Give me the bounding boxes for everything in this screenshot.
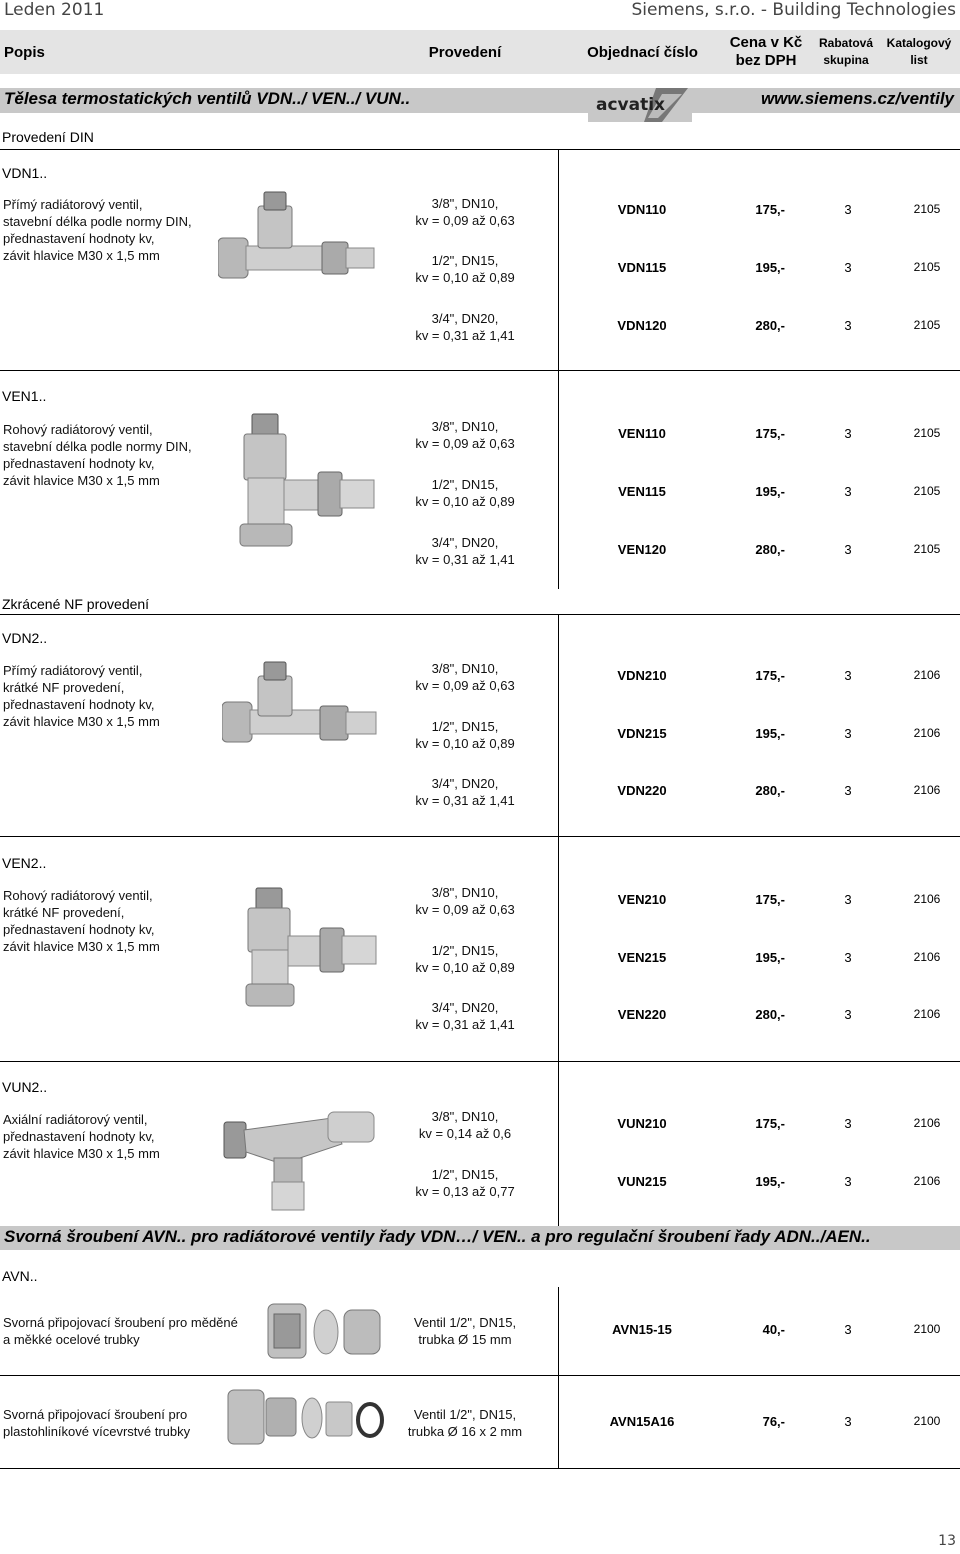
- header-katalog: [880, 30, 958, 74]
- spec-size: 3/8", DN10,: [431, 885, 499, 900]
- rabat-group: 3: [844, 1414, 852, 1429]
- spec-size: Ventil 1/2", DN15,: [413, 1315, 517, 1330]
- product-group-bar: [0, 88, 960, 113]
- spec-size: 1/2", DN15,: [431, 719, 499, 734]
- description-line: přednastavení hodnoty kv,: [3, 697, 155, 712]
- description-line: Přímý radiátorový ventil,: [3, 197, 143, 212]
- spec-kv: kv = 0,10 až 0,89: [415, 494, 515, 509]
- rabat-group: 3: [844, 1322, 852, 1337]
- avn-banner: [0, 1226, 960, 1250]
- spec-cell: [390, 534, 540, 568]
- product-description: [3, 421, 192, 489]
- spec-kv: kv = 0,31 až 1,41: [415, 793, 515, 808]
- rabat-group: 3: [844, 542, 852, 557]
- spec-cell: [390, 1166, 540, 1200]
- avn-banner-title: Svorná šroubení AVN.. pro radiátorové ventily řady VDN…/ VEN.. a pro regulační šroubení řady ADN../AEN..: [4, 1227, 871, 1246]
- spec-size: Ventil 1/2", DN15,: [413, 1407, 517, 1422]
- description-line: stavební délka podle normy DIN,: [3, 214, 192, 229]
- rabat-group: 3: [844, 1007, 852, 1022]
- spec-cell: [390, 999, 540, 1033]
- spec-kv: kv = 0,14 až 0,6: [418, 1126, 512, 1141]
- table-header: [0, 30, 960, 76]
- page-number: 13: [938, 1533, 956, 1549]
- spec-size: 3/8", DN10,: [431, 1109, 499, 1124]
- description-line: závit hlavice M30 x 1,5 mm: [3, 473, 160, 488]
- order-code: AVN15A16: [609, 1414, 675, 1429]
- order-code: VDN215: [617, 726, 667, 741]
- catalog-sheet: 2105: [913, 260, 941, 274]
- spec-size: 3/4", DN20,: [431, 535, 499, 550]
- spec-cell: [390, 775, 540, 809]
- catalog-sheet: 2100: [913, 1414, 941, 1428]
- section-din: Provedení DIN: [2, 129, 94, 145]
- spec-kv: kv = 0,10 až 0,89: [415, 960, 515, 975]
- price: 175,-: [755, 426, 785, 441]
- header-popis: Popis: [4, 43, 45, 61]
- spec-cell: [390, 660, 540, 694]
- spec-size: 1/2", DN15,: [431, 477, 499, 492]
- header-cena-line1: Cena v Kč: [729, 34, 803, 51]
- header-rabat-line1: Rabatová: [818, 36, 874, 50]
- product-description: [3, 662, 160, 730]
- price: 195,-: [755, 1174, 785, 1189]
- description-line: přednastavení hodnoty kv,: [3, 456, 155, 471]
- logo-text: acvatix: [596, 95, 666, 115]
- description-line: přednastavení hodnoty kv,: [3, 1129, 155, 1144]
- price: 195,-: [755, 726, 785, 741]
- spec-size: 1/2", DN15,: [431, 943, 499, 958]
- angle-valve-image: [228, 410, 378, 550]
- spec-kv: kv = 0,31 až 1,41: [415, 328, 515, 343]
- divider: [0, 1061, 960, 1062]
- rabat-group: 3: [844, 668, 852, 683]
- section-nf: Zkrácené NF provedení: [2, 596, 150, 612]
- divider: [0, 149, 960, 150]
- spec-size: 3/8", DN10,: [431, 196, 499, 211]
- column-divider: [558, 1287, 559, 1375]
- order-code: VUN210: [617, 1116, 667, 1131]
- spec-kv: kv = 0,09 až 0,63: [415, 678, 515, 693]
- order-code: VEN120: [617, 542, 667, 557]
- divider: [0, 614, 960, 615]
- rabat-group: 3: [844, 783, 852, 798]
- family-label: VDN1..: [2, 165, 48, 181]
- family-label: AVN..: [2, 1268, 38, 1284]
- header-provedeni: Provedení: [428, 43, 502, 61]
- price: 175,-: [755, 1116, 785, 1131]
- header-cena: [718, 30, 814, 74]
- catalog-sheet: 2106: [913, 668, 941, 682]
- column-divider: [558, 1062, 559, 1226]
- spec-tube: trubka Ø 16 x 2 mm: [407, 1424, 523, 1439]
- description-line: závit hlavice M30 x 1,5 mm: [3, 248, 160, 263]
- description-line: Přímý radiátorový ventil,: [3, 663, 143, 678]
- spec-kv: kv = 0,10 až 0,89: [415, 270, 515, 285]
- description-line: přednastavení hodnoty kv,: [3, 922, 155, 937]
- column-divider: [558, 371, 559, 589]
- rabat-group: 3: [844, 892, 852, 907]
- rabat-group: 3: [844, 484, 852, 499]
- description-line: Rohový radiátorový ventil,: [3, 888, 153, 903]
- spec-cell: [390, 1108, 540, 1142]
- order-code: VDN110: [617, 202, 667, 217]
- column-divider: [558, 1376, 559, 1468]
- family-label: VUN2..: [2, 1079, 48, 1095]
- catalog-sheet: 2106: [913, 783, 941, 797]
- description-line: Svorná připojovací šroubení pro: [3, 1407, 188, 1422]
- catalog-sheet: 2105: [913, 318, 941, 332]
- catalog-sheet: 2105: [913, 426, 941, 440]
- spec-cell: [390, 942, 540, 976]
- straight-valve-nf-image: [222, 660, 382, 770]
- rabat-group: 3: [844, 260, 852, 275]
- angle-valve-nf-image: [236, 884, 386, 1014]
- spec-size: 1/2", DN15,: [431, 1167, 499, 1182]
- order-code: VDN115: [617, 260, 667, 275]
- price: 40,-: [762, 1322, 785, 1337]
- price: 175,-: [755, 892, 785, 907]
- price: 175,-: [755, 202, 785, 217]
- spec-kv: kv = 0,09 až 0,63: [415, 436, 515, 451]
- company-name: Siemens, s.r.o. - Building Technologies: [631, 0, 956, 20]
- family-label: VEN1..: [2, 388, 47, 404]
- divider: [0, 836, 960, 837]
- spec-kv: kv = 0,09 až 0,63: [415, 213, 515, 228]
- column-divider: [558, 150, 559, 370]
- product-description: [3, 1406, 190, 1440]
- product-description: [3, 887, 160, 955]
- description-line: přednastavení hodnoty kv,: [3, 231, 155, 246]
- column-divider: [558, 615, 559, 836]
- spec-kv: kv = 0,10 až 0,89: [415, 736, 515, 751]
- order-code: VDN220: [617, 783, 667, 798]
- price: 76,-: [762, 1414, 785, 1429]
- price: 280,-: [755, 1007, 785, 1022]
- order-code: VEN215: [617, 950, 667, 965]
- spec-size: 3/8", DN10,: [431, 661, 499, 676]
- divider: [0, 370, 960, 371]
- order-code: VEN110: [618, 426, 666, 441]
- spec-size: 1/2", DN15,: [431, 253, 499, 268]
- spec-cell: [390, 252, 540, 286]
- catalog-sheet: 2106: [913, 1116, 941, 1130]
- price: 280,-: [755, 783, 785, 798]
- catalog-sheet: 2106: [913, 1007, 941, 1021]
- spec-size: 3/4", DN20,: [431, 776, 499, 791]
- product-description: [3, 1314, 238, 1348]
- description-line: Rohový radiátorový ventil,: [3, 422, 153, 437]
- website-link[interactable]: www.siemens.cz/ventily: [760, 89, 954, 108]
- spec-cell: [390, 195, 540, 229]
- spec-size: 3/4", DN20,: [431, 1000, 499, 1015]
- order-code: VUN215: [617, 1174, 667, 1189]
- spec-cell: [390, 1406, 540, 1440]
- header-rabat: [814, 30, 878, 74]
- price: 195,-: [755, 260, 785, 275]
- spec-cell: [390, 418, 540, 452]
- spec-cell: [390, 476, 540, 510]
- price: 175,-: [755, 668, 785, 683]
- family-label: VDN2..: [2, 630, 48, 646]
- rabat-group: 3: [844, 426, 852, 441]
- order-code: VDN210: [617, 668, 667, 683]
- rabat-group: 3: [844, 318, 852, 333]
- price: 195,-: [755, 950, 785, 965]
- catalog-sheet: 2106: [913, 726, 941, 740]
- order-code: VEN220: [617, 1007, 667, 1022]
- page-top-bar: [0, 0, 960, 26]
- description-line: krátké NF provedení,: [3, 680, 125, 695]
- spec-cell: [390, 310, 540, 344]
- header-rabat-line2: skupina: [823, 53, 869, 67]
- divider: [0, 1468, 960, 1469]
- spec-kv: kv = 0,31 až 1,41: [415, 1017, 515, 1032]
- document-date: Leden 2011: [4, 0, 105, 20]
- description-line: Svorná připojovací šroubení pro měděné: [3, 1315, 238, 1330]
- order-code: VEN210: [617, 892, 667, 907]
- multilayer-fitting-image: [226, 1384, 386, 1454]
- catalog-sheet: 2106: [913, 892, 941, 906]
- header-katalog-line2: list: [910, 53, 928, 67]
- rabat-group: 3: [844, 950, 852, 965]
- price: 280,-: [755, 318, 785, 333]
- price: 280,-: [755, 542, 785, 557]
- rabat-group: 3: [844, 1174, 852, 1189]
- description-line: Axiální radiátorový ventil,: [3, 1112, 148, 1127]
- spec-kv: kv = 0,31 až 1,41: [415, 552, 515, 567]
- catalog-sheet: 2105: [913, 202, 941, 216]
- description-line: závit hlavice M30 x 1,5 mm: [3, 939, 160, 954]
- product-description: [3, 1111, 160, 1162]
- order-code: VEN115: [618, 484, 666, 499]
- column-divider: [558, 837, 559, 1061]
- description-line: plastohliníkové vícevrstvé trubky: [3, 1424, 191, 1439]
- family-label: VEN2..: [2, 855, 47, 871]
- description-line: závit hlavice M30 x 1,5 mm: [3, 1146, 160, 1161]
- rabat-group: 3: [844, 202, 852, 217]
- spec-kv: kv = 0,09 až 0,63: [415, 902, 515, 917]
- header-katalog-line1: Katalogový: [886, 36, 952, 50]
- catalog-sheet: 2100: [913, 1322, 941, 1336]
- rabat-group: 3: [844, 726, 852, 741]
- header-objednaci: Objednací číslo: [587, 43, 698, 61]
- price: 195,-: [755, 484, 785, 499]
- product-description: [3, 196, 192, 264]
- catalog-sheet: 2106: [913, 950, 941, 964]
- description-line: krátké NF provedení,: [3, 905, 125, 920]
- description-line: a měkké ocelové trubky: [3, 1332, 140, 1347]
- spec-cell: [390, 1314, 540, 1348]
- compression-fitting-image: [266, 1300, 386, 1364]
- order-code: VDN120: [617, 318, 667, 333]
- catalog-sheet: 2105: [913, 484, 941, 498]
- order-code: AVN15-15: [612, 1322, 672, 1337]
- description-line: stavební délka podle normy DIN,: [3, 439, 192, 454]
- straight-valve-image: [218, 188, 378, 298]
- product-group-title: Tělesa termostatických ventilů VDN../ VEN../ VUN..: [4, 89, 411, 108]
- spec-kv: kv = 0,13 až 0,77: [415, 1184, 515, 1199]
- catalog-sheet: 2105: [913, 542, 941, 556]
- axial-valve-image: [222, 1104, 382, 1214]
- spec-cell: [390, 884, 540, 918]
- spec-tube: trubka Ø 15 mm: [418, 1332, 512, 1347]
- spec-size: 3/8", DN10,: [431, 419, 499, 434]
- acvatix-logo: [588, 86, 692, 124]
- spec-size: 3/4", DN20,: [431, 311, 499, 326]
- divider: [0, 1375, 960, 1376]
- catalog-sheet: 2106: [913, 1174, 941, 1188]
- rabat-group: 3: [844, 1116, 852, 1131]
- header-cena-line2: bez DPH: [735, 52, 797, 69]
- description-line: závit hlavice M30 x 1,5 mm: [3, 714, 160, 729]
- spec-cell: [390, 718, 540, 752]
